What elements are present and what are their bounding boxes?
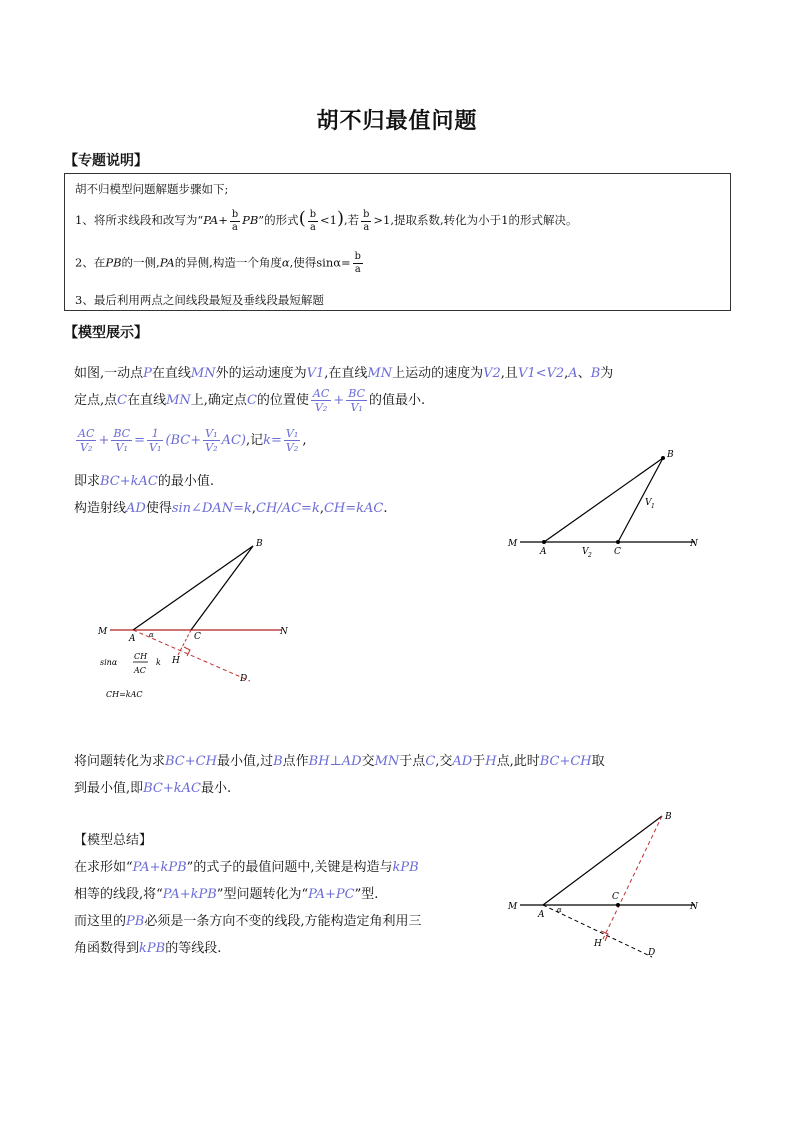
figure-1: [500, 445, 710, 565]
svg-text:1: 1: [651, 503, 655, 510]
intro-box: [64, 173, 731, 311]
svg-text:2: 2: [588, 552, 592, 559]
fig2-label-N: N: [280, 627, 288, 637]
fig3-label-alpha: α: [557, 906, 562, 914]
section-heading-summary: 【模型总结】: [74, 833, 153, 848]
fig2-label-C: C: [194, 632, 201, 642]
fig3-label-H: H: [594, 939, 602, 949]
svg-text:CH: CH: [134, 652, 148, 661]
fig2-label-A: A: [129, 634, 136, 644]
figure-2: [90, 535, 300, 710]
fig3-label-B: B: [665, 812, 672, 822]
model-p2-line-2: 到最小值,即BC+kAC最小.: [74, 781, 232, 796]
fig3-label-C: C: [612, 892, 619, 902]
model-line-5: 构造射线AD使得sin∠DAN=k,CH/AC=k,CH=kAC.: [74, 501, 388, 516]
fig1-label-C: C: [614, 547, 621, 557]
model-line-1: 如图,一动点P在直线MN外的运动速度为V1,在直线MN上运动的速度为V2,且V1<V2,A、B为: [74, 366, 614, 381]
fig2-label-D: D: [240, 674, 248, 684]
fig1-label-A: A: [540, 547, 547, 557]
fig2-label-H: H: [172, 656, 180, 666]
frac-b-over-a: $\frac{b}{a}$: [231, 208, 239, 233]
model-line-3: $\frac{AC}{\text{V₂}}$ + $\frac{BC}{\text{V₁}}$ = $\frac{1}{\text{V₁}}$ (BC+ $\frac{\text{V₁}}{\text{V₂}}$ AC),记k= $\frac{\text{V₁}}{\text{V₂}}$ ,: [78, 427, 307, 455]
fig3-label-M: M: [508, 902, 518, 912]
model-p2-line-1: 将问题转化为求BC+CH最小值,过B点作BH⊥AD交MN于点C,交AD于H点,此时BC+CH取: [74, 754, 605, 769]
fig1-label-V2: V: [582, 547, 589, 557]
fig1-label-B: B: [667, 450, 674, 460]
fig2-label-B: B: [256, 539, 263, 549]
section-heading-model: 【模型展示】: [64, 325, 148, 341]
fig3-label-A: A: [538, 910, 545, 920]
fig1-label-V1: V: [645, 498, 652, 508]
fig3-label-N: N: [690, 902, 698, 912]
box-line-2: 2、在PB的一侧,PA的异侧,构造一个角度α,使得sinα= $\frac{b}{a}$: [75, 251, 361, 275]
section-heading-intro: 【专题说明】: [64, 153, 148, 169]
fig2-ch: CH=kAC: [106, 690, 143, 699]
summary-line-4: 角函数得到kPB的等线段.: [74, 941, 222, 956]
summary-line-2: 相等的线段,将“PA+kPB”型问题转化为“PA+PC”型.: [74, 887, 379, 902]
fig2-label-M: M: [98, 627, 108, 637]
svg-text:AC: AC: [134, 666, 146, 675]
fig2-label-alpha: α: [149, 631, 154, 639]
page-title: 胡不归最值问题: [316, 109, 478, 134]
figure-3: [500, 805, 710, 970]
model-line-2: 定点,点C在直线MN上,确定点C的位置使 $\frac{AC}{\text{V₂}}$ + $\frac{BC}{\text{V₁}}$ 的值最小.: [74, 387, 426, 415]
fig1-label-N: N: [690, 539, 698, 549]
fig1-label-M: M: [508, 539, 518, 549]
box-line-3: 3、最后利用两点之间线段最短及垂线段最短解题: [75, 293, 324, 307]
summary-line-1: 在求形如“PA+kPB”的式子的最值问题中,关键是构造与kPB: [74, 860, 419, 875]
summary-line-3: 而这里的PB必须是一条方向不变的线段,方能构造定角利用三: [74, 914, 422, 929]
fig3-label-D: D: [648, 948, 656, 958]
model-line-4: 即求BC+kAC的最小值.: [74, 474, 215, 489]
box-line-1: 1、将所求线段和改写为“PA+ $\frac{b}{a}$ PB”的形式( $\frac{b}{a}$ <1),若 $\frac{b}{a}$ >1,提取系数,转化为小于1的形式解决。: [75, 208, 578, 233]
box-line-0: 胡不归模型问题解题步骤如下;: [75, 182, 229, 196]
fig2-sin: sinα: [100, 658, 118, 667]
fig2-k: k: [156, 658, 161, 667]
